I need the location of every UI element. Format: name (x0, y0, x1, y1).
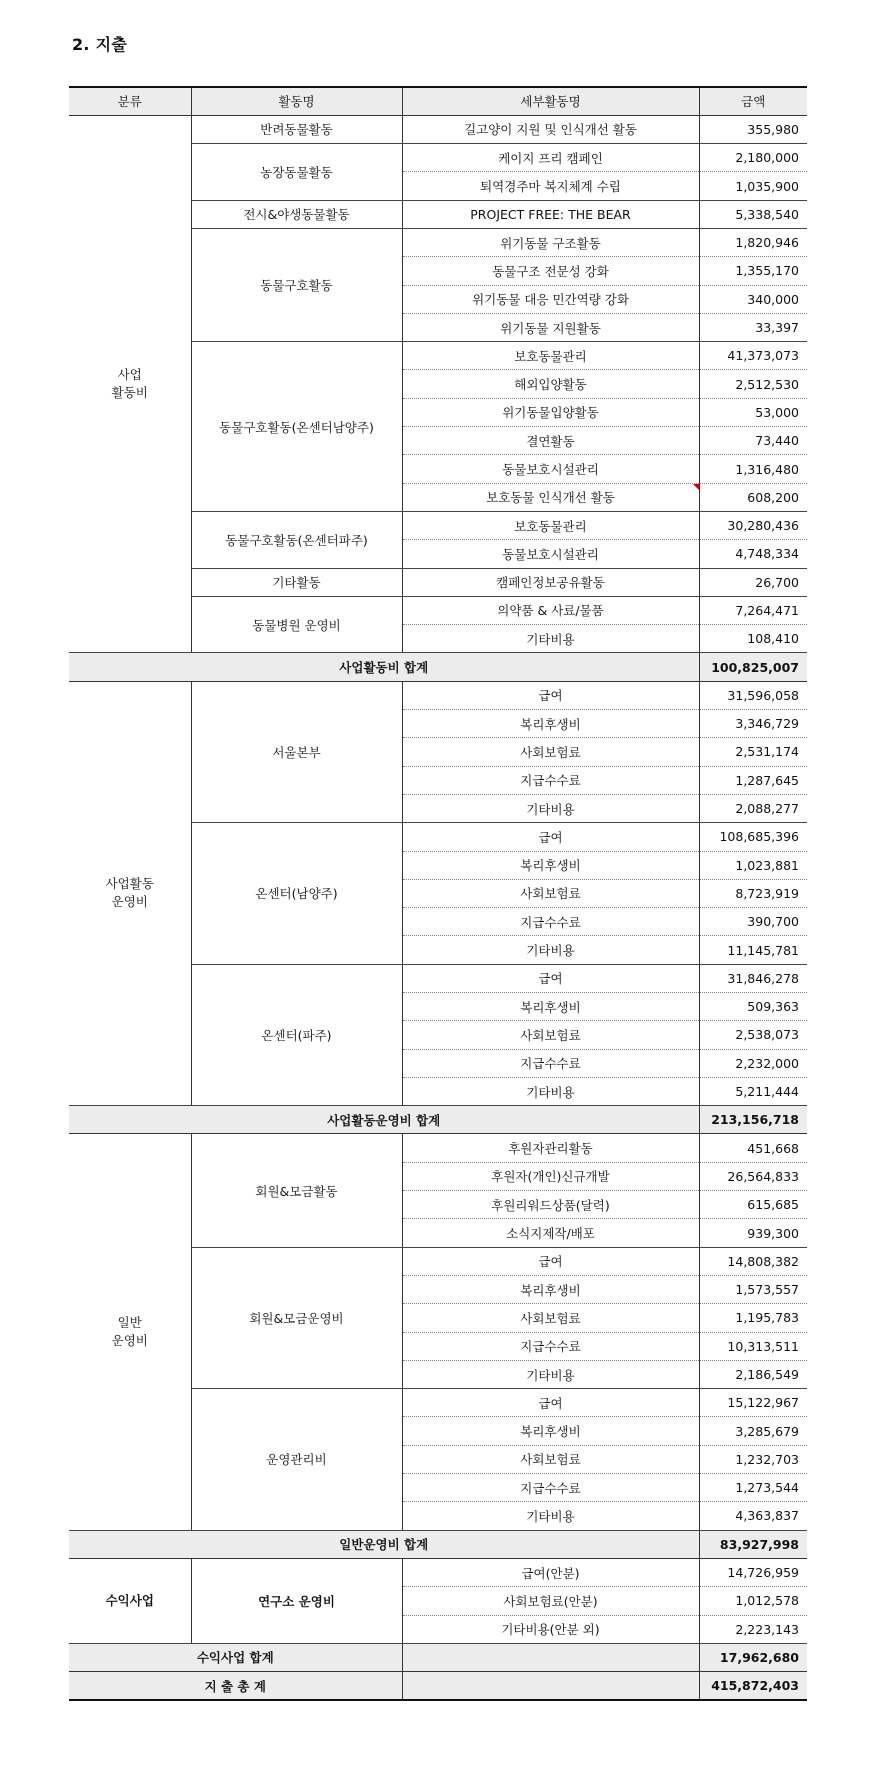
detail-activity: 후원자관리활동 (402, 1134, 699, 1162)
category-label-line: 운영비 (111, 1333, 148, 1349)
amount-cell: 451,668 (699, 1134, 807, 1162)
amount-cell: 30,280,436 (699, 511, 807, 539)
category-cell (69, 115, 191, 653)
category-cell (69, 1558, 191, 1643)
subtotal-label: 사업활동비 합계 (69, 653, 699, 681)
amount-cell: 1,035,900 (699, 172, 807, 200)
activity-name: 온센터(파주) (191, 964, 402, 1105)
amount-cell: 939,300 (699, 1219, 807, 1247)
grand-total-row (69, 1672, 807, 1700)
detail-activity: 보호동물 인식개선 활동 (402, 483, 699, 511)
detail-activity: 동물보호시설관리 (402, 455, 699, 483)
amount-cell: 31,596,058 (699, 681, 807, 709)
detail-activity: 복리후생비 (402, 1275, 699, 1303)
detail-activity: 사회보험료 (402, 738, 699, 766)
grand-total-label: 지 출 총 계 (69, 1672, 402, 1700)
amount-cell: 2,186,549 (699, 1360, 807, 1388)
amount-cell: 1,820,946 (699, 228, 807, 256)
amount-cell: 1,012,578 (699, 1587, 807, 1615)
amount-cell: 108,685,396 (699, 823, 807, 851)
amount-cell: 2,232,000 (699, 1049, 807, 1077)
header-activity: 활동명 (191, 87, 402, 115)
amount-cell: 8,723,919 (699, 879, 807, 907)
expense-table (69, 86, 807, 1701)
detail-activity: 위기동물 지원활동 (402, 313, 699, 341)
detail-activity: 지급수수료 (402, 908, 699, 936)
detail-activity: 위기동물 대응 민간역량 강화 (402, 285, 699, 313)
detail-activity: 기타비용 (402, 1077, 699, 1105)
amount-cell: 33,397 (699, 313, 807, 341)
amount-cell: 53,000 (699, 398, 807, 426)
amount-cell: 7,264,471 (699, 596, 807, 624)
category-label (106, 1592, 154, 1610)
amount-cell: 1,316,480 (699, 455, 807, 483)
subtotal-amount: 213,156,718 (699, 1106, 807, 1134)
amount-cell: 15,122,967 (699, 1389, 807, 1417)
detail-activity: 지급수수료 (402, 766, 699, 794)
detail-activity: 결연활동 (402, 427, 699, 455)
category-label-line: 사업활동 (105, 876, 154, 892)
amount-cell: 26,700 (699, 568, 807, 596)
amount-cell: 2,538,073 (699, 1021, 807, 1049)
amount-cell: 5,338,540 (699, 200, 807, 228)
amount-cell: 355,980 (699, 115, 807, 143)
subtotal-blank (402, 1643, 699, 1671)
detail-activity: 기타비용(안분 외) (402, 1615, 699, 1643)
header-amount: 금액 (699, 87, 807, 115)
detail-activity: 기타비용 (402, 1502, 699, 1530)
header-row (69, 87, 807, 115)
amount-cell: 1,273,544 (699, 1474, 807, 1502)
amount-cell: 3,285,679 (699, 1417, 807, 1445)
detail-activity: 보호동물관리 (402, 511, 699, 539)
detail-activity: PROJECT FREE: THE BEAR (402, 200, 699, 228)
amount-cell: 10,313,511 (699, 1332, 807, 1360)
comment-marker-icon (693, 484, 699, 490)
detail-activity: 급여 (402, 823, 699, 851)
amount-cell: 4,363,837 (699, 1502, 807, 1530)
table-row (69, 115, 807, 143)
amount-cell: 108,410 (699, 625, 807, 653)
detail-activity: 사회보험료 (402, 1445, 699, 1473)
category-label-line: 일반 (117, 1314, 142, 1330)
page-title: 2. 지출 (72, 35, 128, 54)
amount-cell: 41,373,073 (699, 342, 807, 370)
activity-name: 기타활동 (191, 568, 402, 596)
amount-cell: 390,700 (699, 908, 807, 936)
table-row (69, 681, 807, 709)
subtotal-amount: 83,927,998 (699, 1530, 807, 1558)
detail-activity: 지급수수료 (402, 1474, 699, 1502)
activity-name: 농장동물활동 (191, 144, 402, 201)
detail-activity: 의약품 & 사료/물품 (402, 596, 699, 624)
category-label-line: 사업 (117, 366, 142, 382)
detail-activity: 기타비용 (402, 1360, 699, 1388)
activity-name: 운영관리비 (191, 1389, 402, 1530)
subtotal-label: 사업활동운영비 합계 (69, 1106, 699, 1134)
subtotal-row (69, 1106, 807, 1134)
table-row (69, 1558, 807, 1586)
amount-cell: 615,685 (699, 1191, 807, 1219)
activity-name: 온센터(남양주) (191, 823, 402, 964)
amount-cell: 26,564,833 (699, 1162, 807, 1190)
detail-activity: 후원리워드상품(달력) (402, 1191, 699, 1219)
detail-activity: 사회보험료(안분) (402, 1587, 699, 1615)
table-row (69, 1134, 807, 1162)
activity-name: 동물구호활동(온센터남양주) (191, 342, 402, 512)
detail-activity: 퇴역경주마 복지체계 수립 (402, 172, 699, 200)
amount-cell: 608,200 (699, 483, 807, 511)
amount-cell: 1,287,645 (699, 766, 807, 794)
detail-activity: 길고양이 지원 및 인식개선 활동 (402, 115, 699, 143)
activity-name: 동물병원 운영비 (191, 596, 402, 653)
detail-activity: 복리후생비 (402, 851, 699, 879)
detail-activity: 후원자(개인)신규개발 (402, 1162, 699, 1190)
category-label-line: 운영비 (111, 894, 148, 910)
category-label-line: 활동비 (111, 385, 148, 401)
detail-activity: 급여 (402, 1389, 699, 1417)
amount-cell: 1,355,170 (699, 257, 807, 285)
expense-table-body (69, 115, 807, 1700)
detail-activity: 해외입양활동 (402, 370, 699, 398)
subtotal-row (69, 1643, 807, 1671)
detail-activity: 소식지제작/배포 (402, 1219, 699, 1247)
detail-activity: 지급수수료 (402, 1049, 699, 1077)
activity-name: 동물구호활동 (191, 228, 402, 341)
detail-activity: 기타비용 (402, 625, 699, 653)
detail-activity: 사회보험료 (402, 879, 699, 907)
activity-name: 반려동물활동 (191, 115, 402, 143)
amount-cell: 2,531,174 (699, 738, 807, 766)
detail-activity: 복리후생비 (402, 710, 699, 738)
category-cell (69, 681, 191, 1105)
detail-activity: 급여 (402, 964, 699, 992)
amount-cell: 1,232,703 (699, 1445, 807, 1473)
category-label (112, 366, 148, 402)
detail-activity: 사회보험료 (402, 1304, 699, 1332)
subtotal-amount: 100,825,007 (699, 653, 807, 681)
activity-name: 서울본부 (191, 681, 402, 822)
amount-cell: 1,573,557 (699, 1275, 807, 1303)
detail-activity: 급여(안분) (402, 1558, 699, 1586)
activity-name: 전시&야생동물활동 (191, 200, 402, 228)
detail-activity: 보호동물관리 (402, 342, 699, 370)
grand-total-blank (402, 1672, 699, 1700)
detail-activity: 위기동물입양활동 (402, 398, 699, 426)
amount-cell: 2,512,530 (699, 370, 807, 398)
amount-cell: 4,748,334 (699, 540, 807, 568)
detail-activity: 동물구조 전문성 강화 (402, 257, 699, 285)
subtotal-label: 일반운영비 합계 (69, 1530, 699, 1558)
detail-activity: 급여 (402, 681, 699, 709)
detail-activity: 기타비용 (402, 936, 699, 964)
category-label-line: 수익사업 (105, 1592, 154, 1608)
subtotal-row (69, 1530, 807, 1558)
amount-cell: 11,145,781 (699, 936, 807, 964)
detail-activity: 복리후생비 (402, 993, 699, 1021)
subtotal-row (69, 653, 807, 681)
amount-cell: 2,180,000 (699, 144, 807, 172)
header-category: 분류 (69, 87, 191, 115)
amount-cell: 1,195,783 (699, 1304, 807, 1332)
subtotal-amount: 17,962,680 (699, 1643, 807, 1671)
detail-activity: 복리후생비 (402, 1417, 699, 1445)
detail-activity: 지급수수료 (402, 1332, 699, 1360)
amount-cell: 340,000 (699, 285, 807, 313)
detail-activity: 기타비용 (402, 794, 699, 822)
amount-cell: 5,211,444 (699, 1077, 807, 1105)
detail-activity: 급여 (402, 1247, 699, 1275)
amount-cell: 2,223,143 (699, 1615, 807, 1643)
subtotal-label: 수익사업 합계 (69, 1643, 402, 1671)
amount-cell: 14,808,382 (699, 1247, 807, 1275)
activity-name: 동물구호활동(온센터파주) (191, 511, 402, 568)
detail-activity: 캠페인정보공유활동 (402, 568, 699, 596)
category-cell (69, 1134, 191, 1530)
detail-activity: 사회보험료 (402, 1021, 699, 1049)
amount-cell: 3,346,729 (699, 710, 807, 738)
activity-name: 회원&모금운영비 (191, 1247, 402, 1388)
grand-total-amount: 415,872,403 (699, 1672, 807, 1700)
activity-name: 회원&모금활동 (191, 1134, 402, 1247)
activity-name: 연구소 운영비 (191, 1558, 402, 1643)
amount-cell: 73,440 (699, 427, 807, 455)
amount-cell: 14,726,959 (699, 1558, 807, 1586)
detail-activity: 위기동물 구조활동 (402, 228, 699, 256)
amount-cell: 2,088,277 (699, 794, 807, 822)
header-detail: 세부활동명 (402, 87, 699, 115)
amount-cell: 31,846,278 (699, 964, 807, 992)
category-label (106, 875, 154, 911)
detail-activity: 케이지 프리 캠페인 (402, 144, 699, 172)
category-label (112, 1314, 148, 1350)
amount-cell: 1,023,881 (699, 851, 807, 879)
amount-cell: 509,363 (699, 993, 807, 1021)
detail-activity: 동물보호시설관리 (402, 540, 699, 568)
